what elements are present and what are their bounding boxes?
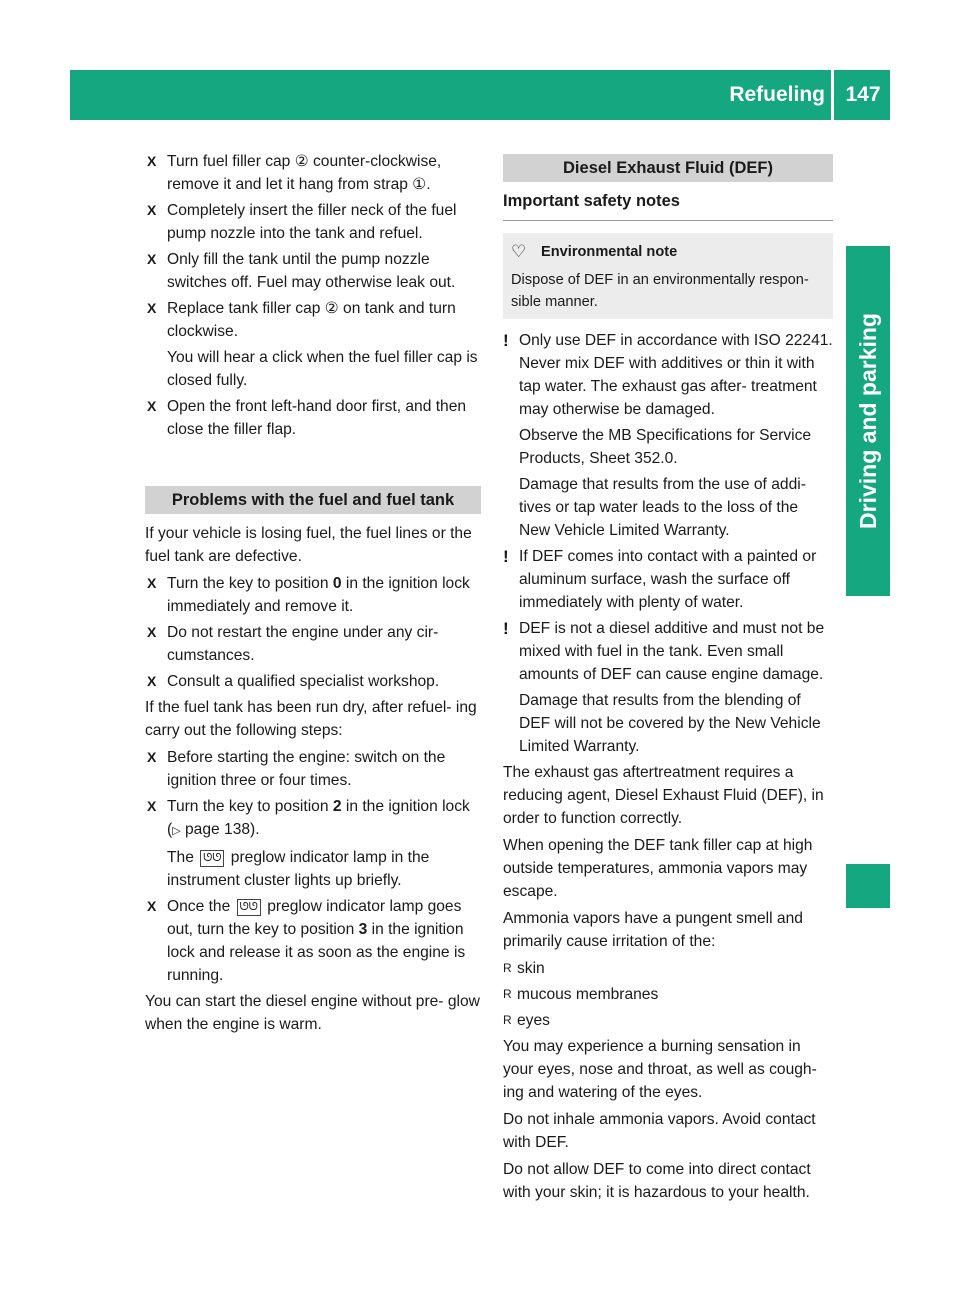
step-item xyxy=(145,895,481,987)
step-marker-icon: X xyxy=(147,673,157,689)
paragraph: When opening the DEF tank filler cap at high outside temperatures, ammonia vapors may escape. xyxy=(503,837,813,900)
step-marker-icon: X xyxy=(147,898,157,914)
step-note: You will hear a click when the fuel filler cap is closed fully. xyxy=(167,349,478,389)
step-text-part: in the ignition lock and release it as soon as the engine is running. xyxy=(167,921,466,984)
step-text: Consult a qualified specialist workshop. xyxy=(167,673,440,690)
step-text-part: Turn the key to position xyxy=(167,798,333,815)
paragraph: Do not inhale ammonia vapors. Avoid contact with DEF. xyxy=(503,1111,816,1151)
right-column xyxy=(503,154,833,1208)
step-item xyxy=(145,199,481,245)
warning-icon: ! xyxy=(503,331,509,350)
step-text-part: Once the xyxy=(167,898,235,915)
step-marker-icon: X xyxy=(147,624,157,640)
key-position: 3 xyxy=(358,921,368,938)
step-marker-icon: X xyxy=(147,202,157,218)
subsection-heading: Important safety notes xyxy=(503,190,833,221)
environment-leaf-icon: ♡ xyxy=(511,242,527,261)
preglow-indicator-icon: ᘎᘎ xyxy=(200,850,224,867)
step-text-part: Turn the key to position xyxy=(167,575,333,592)
step-text: Turn fuel filler cap ② counter-clockwise, remove it and let it hang from strap ①. xyxy=(167,153,442,193)
warning-icon: ! xyxy=(503,547,509,566)
section-heading: Diesel Exhaust Fluid (DEF) xyxy=(503,154,833,182)
warning-continued: Damage that results from the use of addi- tives or tap water leads to the loss of the New Vehicle Limited Warranty. xyxy=(519,476,806,539)
warning-icon: ! xyxy=(503,619,509,638)
step-item xyxy=(145,670,481,693)
preglow-indicator-icon: ᘎᘎ xyxy=(237,899,261,916)
section-title: Refueling xyxy=(729,83,825,106)
paragraph: Ammonia vapors have a pungent smell and primarily cause irritation of the: xyxy=(503,910,803,950)
warning-item xyxy=(503,617,833,686)
paragraph: Do not allow DEF to come into direct contact with your skin; it is hazardous to your health. xyxy=(503,1161,811,1201)
env-note-title xyxy=(511,241,825,263)
run-dry-paragraph: If the fuel tank has been run dry, after refuel- ing carry out the following steps: xyxy=(145,699,477,739)
header-bar xyxy=(70,70,890,120)
warning-item xyxy=(503,545,833,614)
step-text: Open the front left-hand door first, and then close the filler flap. xyxy=(167,398,467,438)
step-text: Replace tank filler cap ② on tank and turn clockwise. xyxy=(167,300,456,340)
step-marker-icon: X xyxy=(147,398,157,414)
list-item xyxy=(503,957,833,980)
env-note-heading: Environmental note xyxy=(541,244,678,260)
note-text-part: The xyxy=(167,849,199,866)
page-reference-icon: ▷ xyxy=(172,825,181,837)
section-heading: Problems with the fuel and fuel tank xyxy=(145,486,481,514)
step-text: Before starting the engine: switch on the ignition three or four times. xyxy=(167,749,446,789)
warning-continued: Observe the MB Specifications for Service Products, Sheet 352.0. xyxy=(519,427,812,467)
bullet-marker-icon: R xyxy=(503,961,512,975)
step-item xyxy=(145,746,481,792)
step-text: Completely insert the filler neck of the fuel pump nozzle into the tank and refuel. xyxy=(167,202,457,242)
step-text-part: in the ignition lock immediately and remove it. xyxy=(167,575,470,615)
note-text-part: preglow indicator lamp in the instrument cluster lights up briefly. xyxy=(167,849,430,889)
step-marker-icon: X xyxy=(147,749,157,765)
list-item xyxy=(503,1009,833,1032)
chapter-tab-label: Driving and parking xyxy=(855,313,881,529)
step-item xyxy=(145,395,481,441)
step-marker-icon: X xyxy=(147,798,157,814)
step-marker-icon: X xyxy=(147,153,157,169)
warning-continued: Damage that results from the blending of DEF will not be covered by the New Vehicle Limited Warranty. xyxy=(519,692,821,755)
key-position: 0 xyxy=(332,575,342,592)
step-item xyxy=(145,621,481,667)
warning-text: If DEF comes into contact with a painted or aluminum surface, wash the surface off immediately with plenty of water. xyxy=(519,548,817,611)
bullet-marker-icon: R xyxy=(503,1013,512,1027)
list-item xyxy=(503,983,833,1006)
step-item xyxy=(145,297,481,343)
step-text-part: in the ignition lock ( xyxy=(167,798,470,838)
paragraph: You may experience a burning sensation in your eyes, nose and throat, as well as cough- ing and watering of the eyes. xyxy=(503,1038,817,1101)
chapter-marker-block xyxy=(846,864,890,908)
step-marker-icon: X xyxy=(147,300,157,316)
page-reference-link[interactable]: page 138). xyxy=(180,821,260,838)
left-column xyxy=(145,150,481,1040)
step-note xyxy=(145,846,481,892)
step-text: Do not restart the engine under any cir- cumstances. xyxy=(167,624,439,664)
env-note-text: Dispose of DEF in an environmentally respon- sible manner. xyxy=(511,272,809,310)
warning-text: DEF is not a diesel additive and must not be mixed with fuel in the tank. Even small amounts of DEF can cause engine damage. xyxy=(519,620,825,683)
page-number: 147 xyxy=(845,83,881,106)
step-text: Only fill the tank until the pump nozzle switches off. Fuel may otherwise leak out. xyxy=(167,251,456,291)
warning-item xyxy=(503,329,833,421)
list-item-text: skin xyxy=(517,960,545,977)
step-item xyxy=(145,248,481,294)
step-text-part: preglow indicator lamp goes out, turn the key to position xyxy=(167,898,462,938)
step-item xyxy=(145,150,481,196)
bullet-marker-icon: R xyxy=(503,987,512,1001)
list-item-text: mucous membranes xyxy=(517,986,659,1003)
step-marker-icon: X xyxy=(147,575,157,591)
environmental-note xyxy=(503,233,833,319)
intro-paragraph: If your vehicle is losing fuel, the fuel lines or the fuel tank are defective. xyxy=(145,525,472,565)
step-item xyxy=(145,572,481,618)
chapter-tab xyxy=(846,246,890,596)
paragraph: The exhaust gas aftertreatment requires a reducing agent, Diesel Exhaust Fluid (DEF), in order to function correctly. xyxy=(503,764,824,827)
step-item xyxy=(145,795,481,843)
key-position: 2 xyxy=(332,798,342,815)
step-marker-icon: X xyxy=(147,251,157,267)
final-paragraph: You can start the diesel engine without pre- glow when the engine is warm. xyxy=(145,993,480,1033)
header-divider xyxy=(831,70,834,120)
list-item-text: eyes xyxy=(517,1012,550,1029)
warning-text: Only use DEF in accordance with ISO 22241. Never mix DEF with additives or thin it with tap water. The exhaust gas after- treatment may otherwise be damaged. xyxy=(519,332,833,418)
